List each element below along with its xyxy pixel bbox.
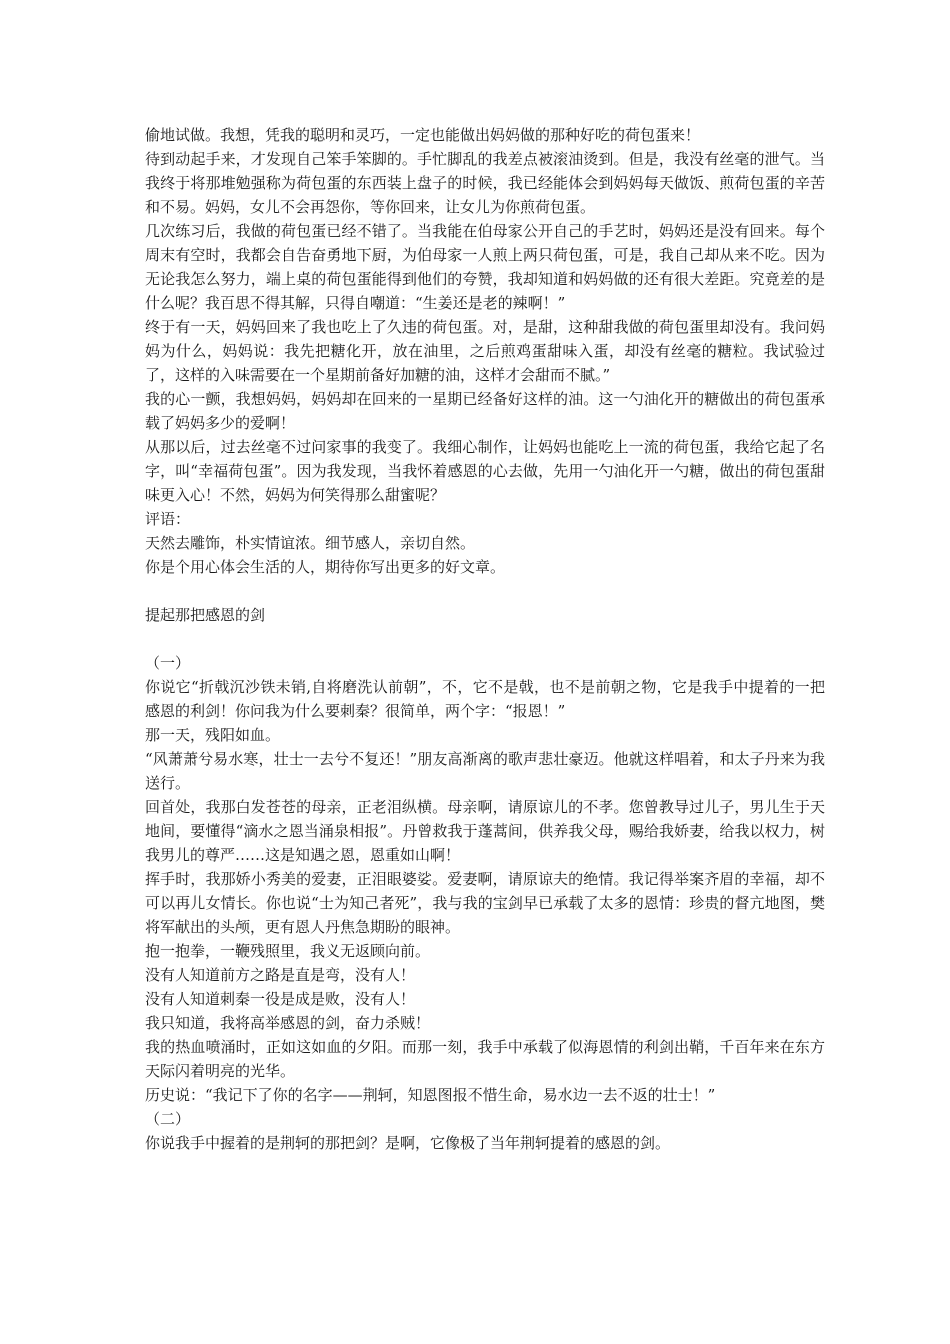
paragraph: 待到动起手来，才发现自己笨手笨脚的。手忙脚乱的我差点被滚油烫到。但是，我没有丝毫的泄气。当我终于将那堆勉强称为荷包蛋的东西装上盘子的时候，我已经能体会到妈妈每天做饭、煎荷包蛋的辛苦和不易。妈妈，女儿不会再怨你，等你回来，让女儿为你煎荷包蛋。 [145, 150, 825, 216]
section-marker: （一） [145, 654, 191, 672]
paragraph: 历史说：“我记下了你的名字——荆轲，知恩图报不惜生命，易水边一去不返的壮士！” [145, 1086, 716, 1104]
blank-line [145, 579, 825, 603]
paragraph: 你说我手中握着的是荆轲的那把剑？是啊，它像极了当年荆轲提着的感恩的剑。 [145, 1134, 671, 1152]
paragraph: 抱一抱拳，一鞭残照里，我义无返顾向前。 [145, 942, 431, 960]
paragraph: 从那以后，过去丝毫不过问家事的我变了。我细心制作，让妈妈也能吃上一流的荷包蛋，我给它起了名字，叫“幸福荷包蛋”。因为我发现，当我怀着感恩的心去做，先用一勺油化开一勺糖，做出的荷包蛋甜味更入心！不然，妈妈为何笑得那么甜蜜呢？ [145, 438, 825, 504]
paragraph: 没有人知道刺秦一役是成是败，没有人！ [145, 990, 416, 1008]
paragraph: 没有人知道前方之路是直是弯，没有人！ [145, 966, 416, 984]
paragraph: 那一天，残阳如血。 [145, 726, 281, 744]
paragraph: 偷地试做。我想，凭我的聪明和灵巧，一定也能做出妈妈做的那种好吃的荷包蛋来！ [145, 126, 701, 144]
section-marker: （二） [145, 1110, 191, 1128]
essay-title: 提起那把感恩的剑 [145, 606, 266, 624]
paragraph: 你说它“折戟沉沙铁未销,自将磨洗认前朝”，不，它不是戟，也不是前朝之物，它是我手中提着的一把感恩的利剑！你问我为什么要刺秦？很简单，两个字：“报恩！” [145, 678, 825, 720]
paragraph: 我只知道，我将高举感恩的剑，奋力杀贼！ [145, 1014, 431, 1032]
paragraph: 终于有一天，妈妈回来了我也吃上了久违的荷包蛋。对，是甜，这种甜我做的荷包蛋里却没有。我问妈妈为什么，妈妈说：我先把糖化开，放在油里，之后煎鸡蛋甜味入蛋，却没有丝毫的糖粒。我试验过了，这样的入味需要在一个星期前备好加糖的油，这样才会甜而不腻。” [145, 318, 825, 384]
paragraph: 几次练习后，我做的荷包蛋已经不错了。当我能在伯母家公开自己的手艺时，妈妈还是没有回来。每个周末有空时，我都会自告奋勇地下厨，为伯母家一人煎上两只荷包蛋，可是，我自己却从来不吃。因为无论我怎么努力，端上桌的荷包蛋能得到他们的夸赞，我却知道和妈妈做的还有很大差距。究竟差的是什么呢？我百思不得其解，只得自嘲道：“生姜还是老的辣啊！” [145, 222, 825, 312]
paragraph: 我的热血喷涌时，正如这如血的夕阳。而那一刻，我手中承载了似海恩情的利剑出鞘，千百年来在东方天际闪着明亮的光华。 [145, 1038, 825, 1080]
comment-label: 评语： [145, 510, 191, 528]
paragraph: “风萧萧兮易水寒，壮士一去兮不复还！”朋友高渐离的歌声悲壮豪迈。他就这样唱着，和太子丹来为我送行。 [145, 750, 825, 792]
paragraph: 回首处，我那白发苍苍的母亲，正老泪纵横。母亲啊，请原谅儿的不孝。您曾教导过儿子，男儿生于天地间，要懂得“滴水之恩当涌泉相报”。丹曾救我于蓬蒿间，供养我父母，赐给我娇妻，给我以权力，树我男儿的尊严……这是知遇之恩，恩重如山啊！ [145, 798, 825, 864]
paragraph: 挥手时，我那娇小秀美的爱妻，正泪眼婆娑。爱妻啊，请原谅夫的绝情。我记得举案齐眉的幸福，却不可以再儿女情长。你也说“士为知己者死”，我与我的宝剑早已承载了太多的恩情：珍贵的督亢地图，樊将军献出的头颅，更有恩人丹焦急期盼的眼神。 [145, 870, 825, 936]
comment-text: 天然去雕饰，朴实情谊浓。细节感人，亲切自然。 [145, 534, 476, 552]
comment-text: 你是个用心体会生活的人，期待你写出更多的好文章。 [145, 558, 506, 576]
paragraph: 我的心一颤，我想妈妈，妈妈却在回来的一星期已经备好这样的油。这一勺油化开的糖做出的荷包蛋承载了妈妈多少的爱啊！ [145, 390, 825, 432]
blank-line [145, 627, 825, 651]
document-body [145, 123, 825, 1155]
